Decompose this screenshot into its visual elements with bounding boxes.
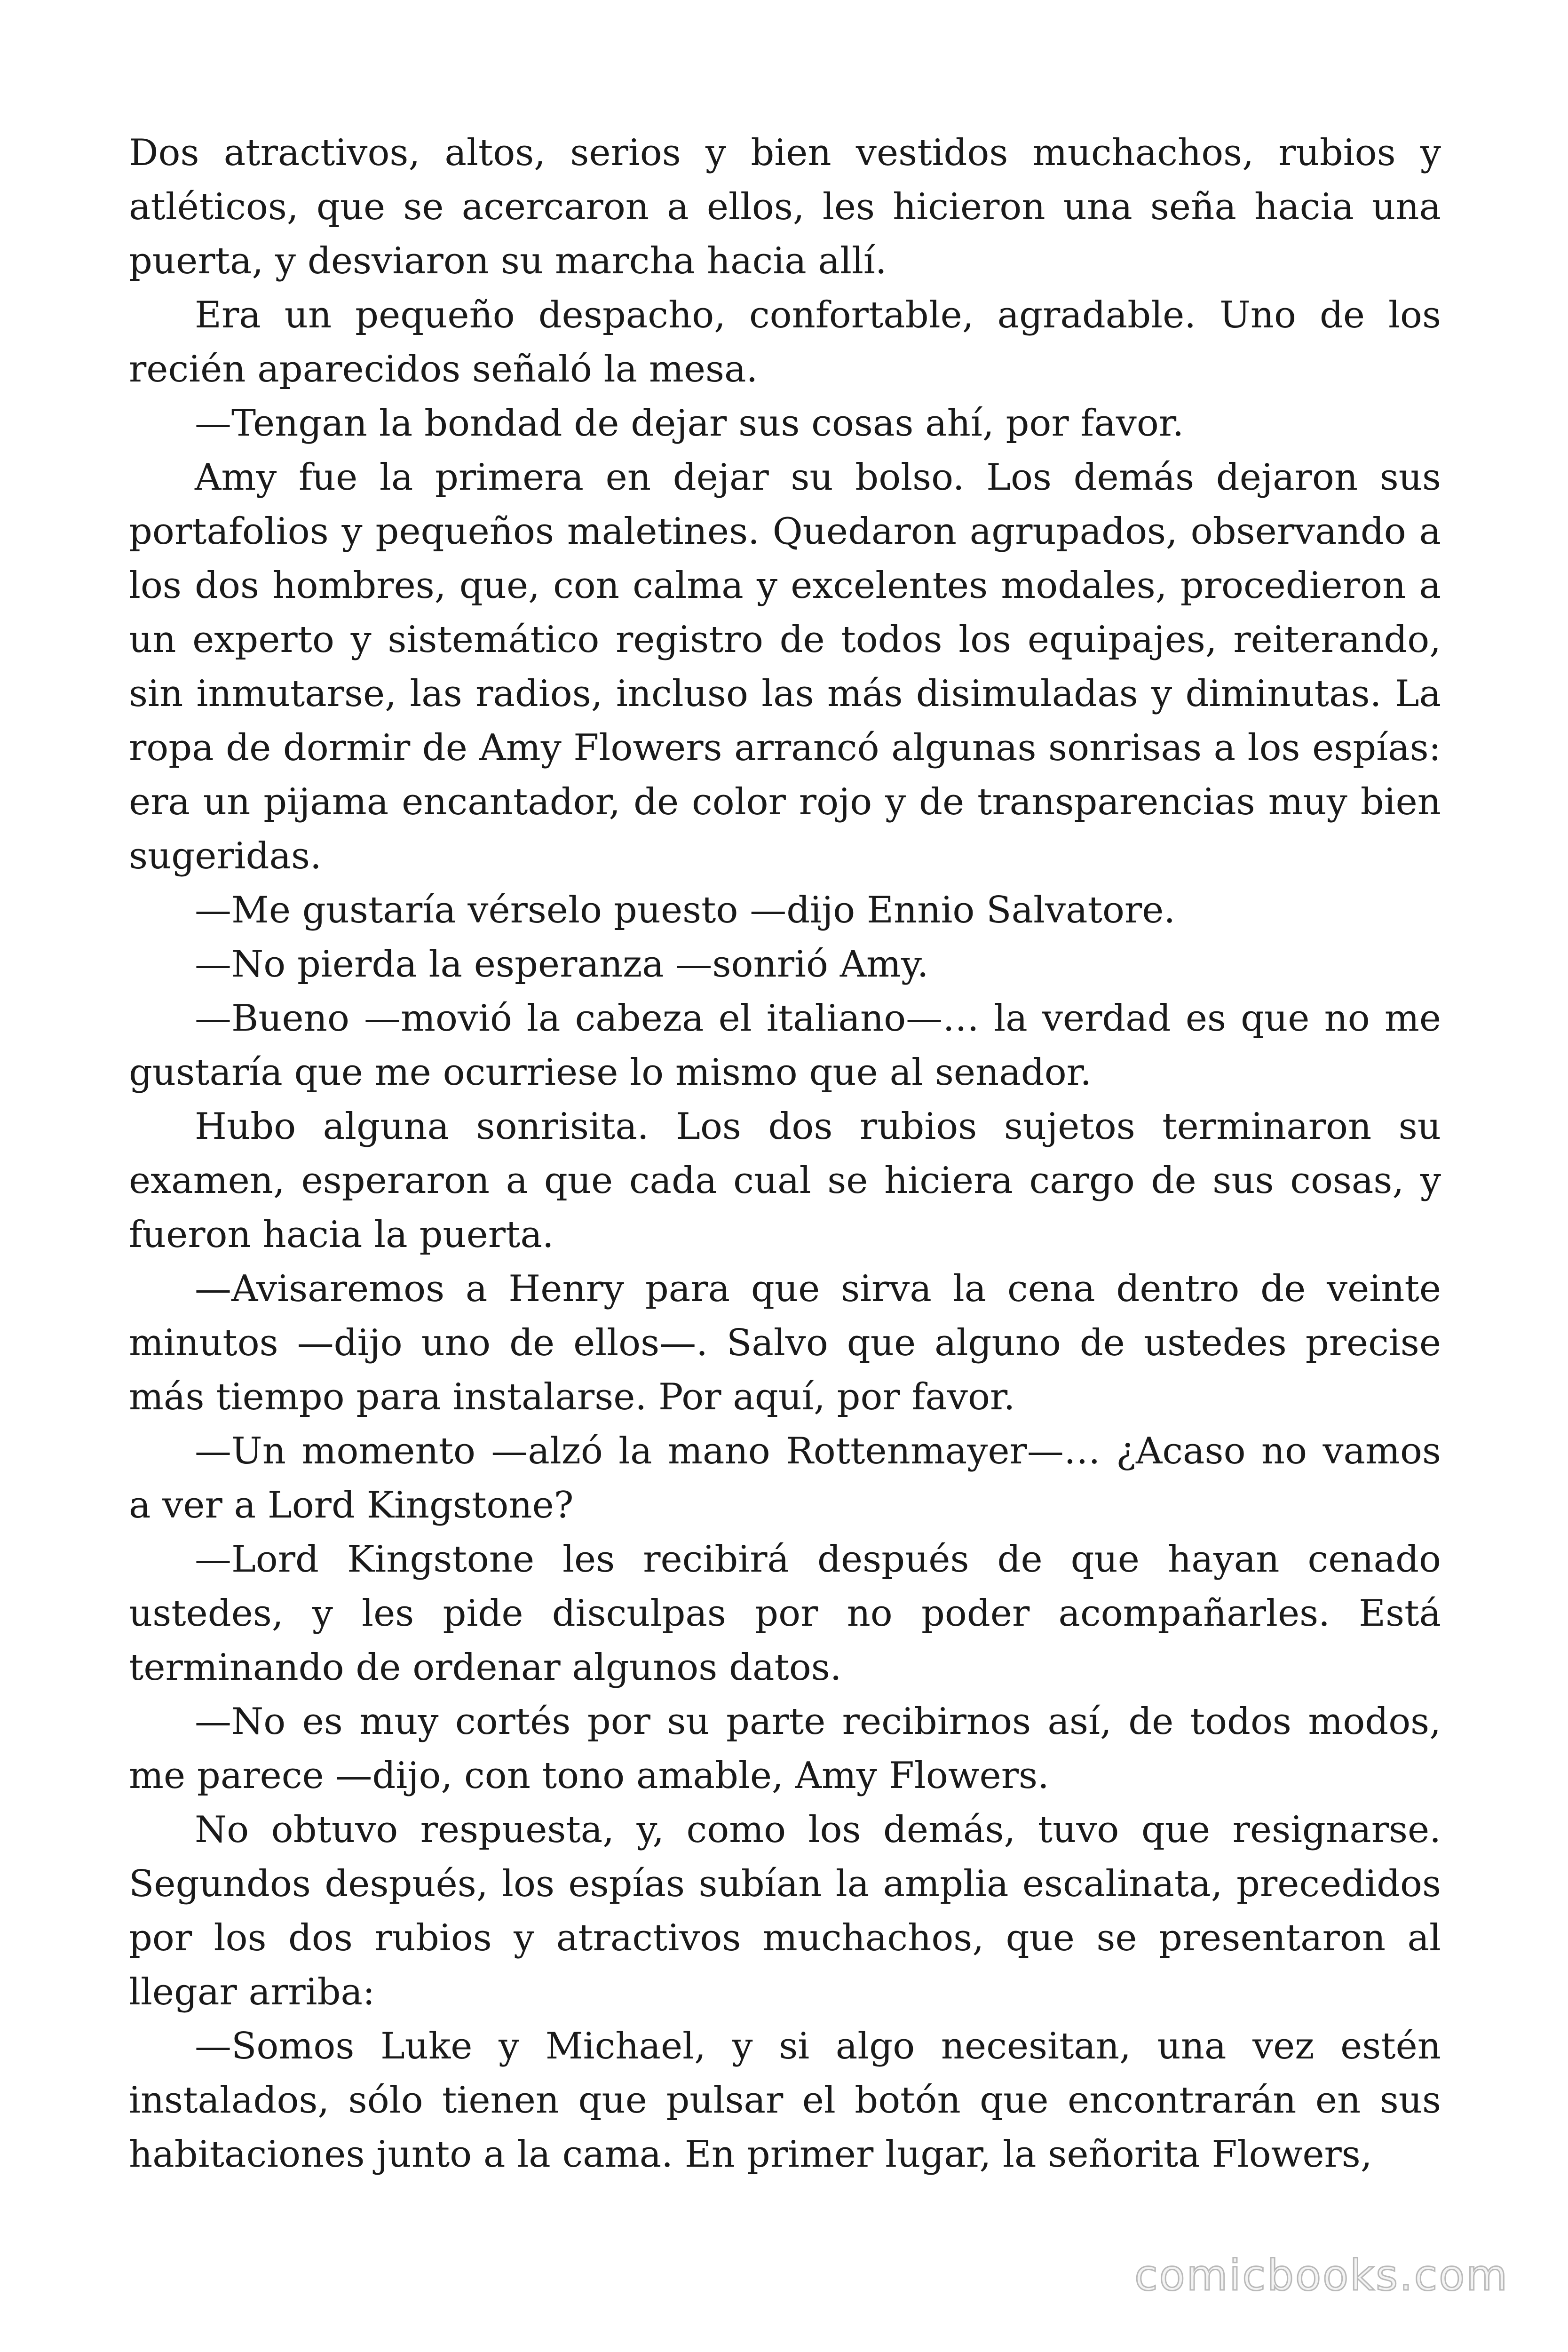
paragraph: —No pierda la esperanza —sonrió Amy. (195, 943, 929, 985)
paragraph: —No es muy cortés por su parte recibirnos así, de todos modos, me parece —dijo, con tono amable, Amy Flowers. (129, 1700, 1441, 1797)
paragraph: Dos atractivos, altos, serios y bien vestidos muchachos, rubios y atléticos, que se acercaron a ellos, les hicieron una seña hacia una puerta, y desviaron su marcha hacia allí. (129, 132, 1441, 282)
paragraph: Era un pequeño despacho, confortable, agradable. Uno de los recién aparecidos señaló la mesa. (129, 294, 1441, 390)
paragraph: —Avisaremos a Henry para que sirva la cena dentro de veinte minutos —dijo uno de ellos—. Salvo que alguno de ustedes precise más tiempo para instalarse. Por aquí, por favor. (129, 1268, 1441, 1418)
paragraph: —Bueno —movió la cabeza el italiano—… la verdad es que no me gustaría que me ocurriese lo mismo que al senador. (129, 997, 1441, 1094)
paragraph: —Tengan la bondad de dejar sus cosas ahí, por favor. (195, 402, 1184, 445)
paragraph: —Me gustaría vérselo puesto —dijo Ennio Salvatore. (195, 889, 1176, 931)
paragraph: —Un momento —alzó la mano Rottenmayer—… ¿Acaso no vamos a ver a Lord Kingstone? (129, 1430, 1441, 1526)
watermark: comicbooks.com (1134, 2251, 1509, 2300)
paragraph: Amy fue la primera en dejar su bolso. Los demás dejaron sus portafolios y pequeños maletines. Quedaron agrupados, observando a los dos hombres, que, con calma y excelentes modales, procedieron a un experto y sistemático registro de todos los equipajes, reiterando, sin inmutarse, las radios, incluso las más disimuladas y diminutas. La ropa de dormir de Amy Flowers arrancó algunas sonrisas a los espías: era un pijama encantador, de color rojo y de transparencias muy bien sugeridas. (129, 456, 1441, 877)
page-body (129, 126, 1441, 2182)
paragraph: No obtuvo respuesta, y, como los demás, tuvo que resignarse. Segundos después, los espías subían la amplia escalinata, precedidos por los dos rubios y atractivos muchachos, que se presentaron al llegar arriba: (129, 1809, 1441, 2013)
paragraph: Hubo alguna sonrisita. Los dos rubios sujetos terminaron su examen, esperaron a que cada cual se hiciera cargo de sus cosas, y fueron hacia la puerta. (129, 1105, 1441, 1256)
paragraph: —Lord Kingstone les recibirá después de que hayan cenado ustedes, y les pide disculpas por no poder acompañarles. Está terminando de ordenar algunos datos. (129, 1538, 1441, 1689)
paragraph: —Somos Luke y Michael, y si algo necesitan, una vez estén instalados, sólo tienen que pulsar el botón que encontrarán en sus habitaciones junto a la cama. En primer lugar, la señorita Flowers, (129, 2025, 1441, 2176)
